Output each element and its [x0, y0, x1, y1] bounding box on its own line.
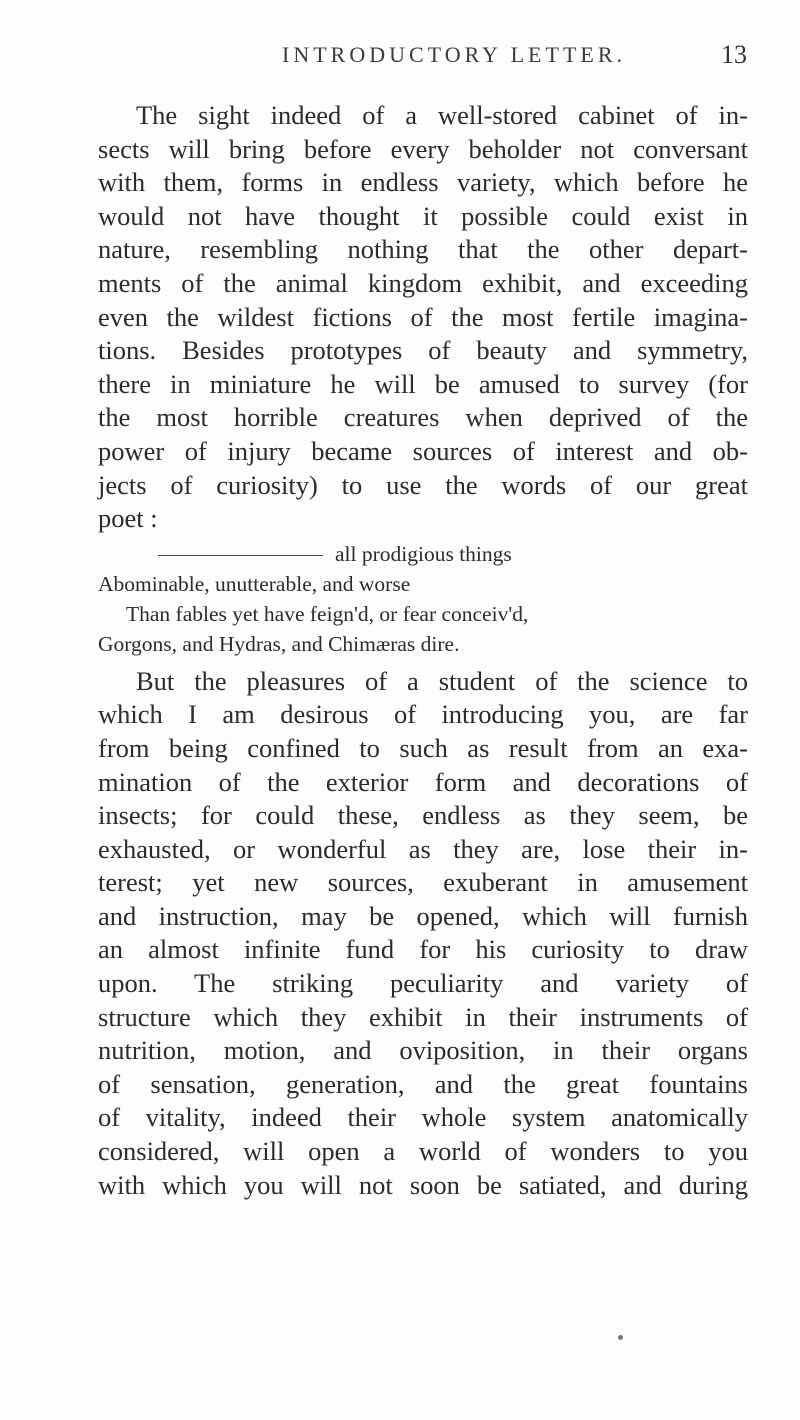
text-line: insects; for could these, endless as they seem, be	[98, 800, 748, 831]
text-line: nature, resembling nothing that the other depart-	[98, 234, 748, 265]
text-line: there in miniature he will be amused to survey (for	[98, 368, 748, 399]
text-line: structure which they exhibit in their instruments of	[98, 1001, 748, 1032]
text-line: considered, will open a world of wonders to you	[98, 1136, 748, 1167]
text-line: with which you will not soon be satiated, and during	[98, 1169, 748, 1200]
text-line: from being confined to such as result from an exa-	[98, 732, 748, 763]
body-text	[98, 99, 748, 1202]
ink-speck	[618, 1335, 623, 1340]
text-line: would not have thought it possible could exist in	[98, 200, 748, 231]
text-line: with them, forms in endless variety, which before he	[98, 167, 748, 198]
text-line: power of injury became sources of interest and ob-	[98, 435, 748, 466]
page-number: 13	[721, 40, 747, 69]
text-line: jects of curiosity) to use the words of our great	[98, 469, 748, 500]
running-head	[0, 42, 800, 82]
text-line: The sight indeed of a well-stored cabinet of in-	[136, 100, 748, 130]
text-line: of vitality, indeed their whole system anatomically	[98, 1102, 748, 1133]
text-line: poet :	[98, 503, 158, 534]
text-line: exhausted, or wonderful as they are, lose their in-	[98, 833, 748, 864]
quote-line: Gorgons, and Hydras, and Chimæras dire.	[98, 631, 460, 656]
text-line: the most horrible creatures when deprived of the	[98, 402, 748, 433]
paragraph-2	[98, 665, 748, 1203]
quote-line-text: all prodigious things	[335, 541, 512, 566]
text-line: nutrition, motion, and oviposition, in their organs	[98, 1035, 748, 1066]
text-line: upon. The striking peculiarity and variety of	[98, 968, 748, 999]
quote-line	[98, 539, 748, 569]
quote-line: Than fables yet have feign'd, or fear conceiv'd,	[126, 601, 529, 626]
text-line: But the pleasures of a student of the science to	[136, 665, 748, 696]
text-line: which I am desirous of introducing you, are far	[98, 699, 748, 730]
text-line: even the wildest fictions of the most fertile imagina-	[98, 301, 748, 332]
text-line: ments of the animal kingdom exhibit, and exceeding	[98, 267, 748, 298]
text-line: tions. Besides prototypes of beauty and symmetry,	[98, 335, 748, 366]
verse-quote	[98, 539, 748, 659]
paragraph-1	[98, 99, 748, 536]
text-line: sects will bring before every beholder not conversant	[98, 133, 748, 164]
text-line: and instruction, may be opened, which will furnish	[98, 900, 748, 931]
text-line: terest; yet new sources, exuberant in amusement	[98, 867, 748, 898]
running-head-title: INTRODUCTORY LETTER.	[282, 42, 626, 67]
quote-dash-rule	[158, 555, 323, 556]
quote-line: Abominable, unutterable, and worse	[98, 571, 411, 596]
text-line: of sensation, generation, and the great fountains	[98, 1068, 748, 1099]
text-line: mination of the exterior form and decorations of	[98, 766, 748, 797]
text-line: an almost infinite fund for his curiosity to draw	[98, 934, 748, 965]
